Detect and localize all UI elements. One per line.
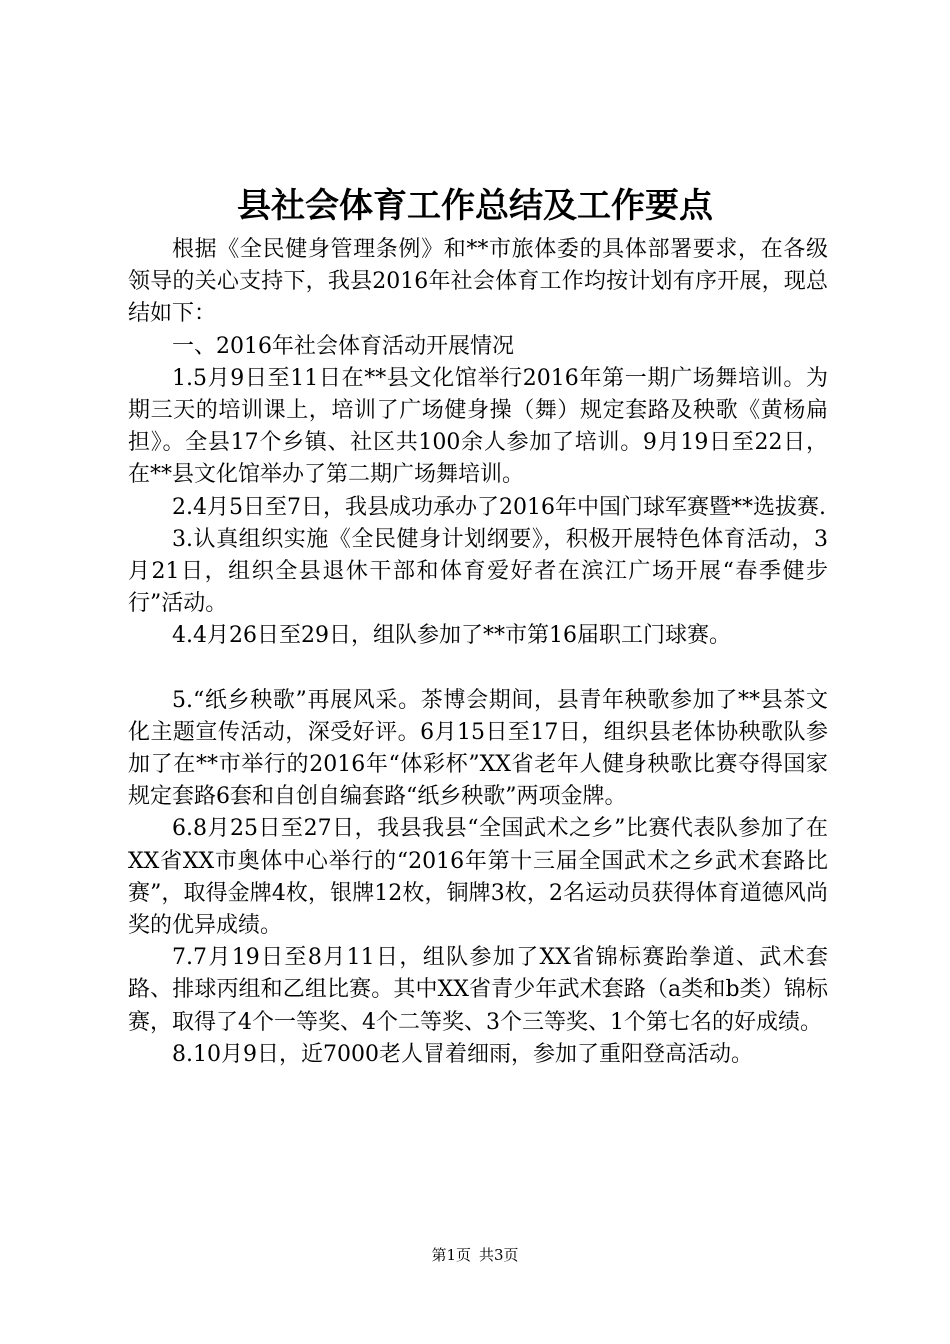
paragraph-item-3: 3.认真组织实施《全民健身计划纲要》，积极开展特色体育活动，3月21日，组织全县退休干部和体育爱好者在滨江广场开展“春季健步行”活动。 — [128, 526, 828, 617]
document-body — [128, 234, 828, 1071]
document-title: 县社会体育工作总结及工作要点 — [237, 186, 713, 226]
page-footer — [0, 1245, 950, 1265]
paragraph-item-1: 1.5月9日至11日在**县文化馆举行2016年第一期广场舞培训。为期三天的培训课上，培训了广场健身操（舞）规定套路及秧歌《黄杨扁担》。全县17个乡镇、社区共100余人参加了培训。9月19日至22日，在**县文化馆举办了第二期广场舞培训。 — [128, 365, 828, 488]
paragraph-item-8: 8.10月9日，近7000老人冒着细雨，参加了重阳登高活动。 — [172, 1041, 753, 1067]
paragraph-item-2: 2.4月5日至7日，我县成功承办了2016年中国门球军赛暨**选拔赛. — [172, 494, 826, 520]
paragraph-item-4: 4.4月26日至29日，组队参加了**市第16届职工门球赛。 — [172, 623, 731, 649]
page-total: 共3页 — [479, 1246, 519, 1264]
paragraph-item-6: 6.8月25日至27日，我县我县“全国武术之乡”比赛代表队参加了在XX省XX市奥体中心举行的“2016年第十三届全国武术之乡武术套路比赛”，取得金牌4枚，银牌12枚，铜牌3枚，2名运动员获得体育道德风尚奖的优异成绩。 — [128, 816, 828, 939]
section-heading: 一、2016年社会体育活动开展情况 — [172, 333, 514, 359]
paragraph-intro: 根据《全民健身管理条例》和**市旅体委的具体部署要求，在各级领导的关心支持下，我县2016年社会体育工作均按计划有序开展，现总结如下： — [128, 237, 828, 327]
paragraph-item-5: 5.“纸乡秧歌”再展风采。茶博会期间，县青年秧歌参加了**县茶文化主题宣传活动，深受好评。6月15日至17日，组织县老体协秧歌队参加了在**市举行的2016年“体彩杯”XX省老年人健身秧歌比赛夺得国家规定套路6套和自创自编套路“纸乡秧歌”两项金牌。 — [128, 687, 828, 810]
page-number: 第1页 — [431, 1246, 471, 1264]
paragraph-item-7: 7.7月19日至8月11日，组队参加了XX省锦标赛跆拳道、武术套路、排球丙组和乙组比赛。其中XX省青少年武术套路（a类和b类）锦标赛，取得了4个一等奖、4个二等奖、3个三等奖、1个第七名的好成绩。 — [128, 945, 828, 1035]
